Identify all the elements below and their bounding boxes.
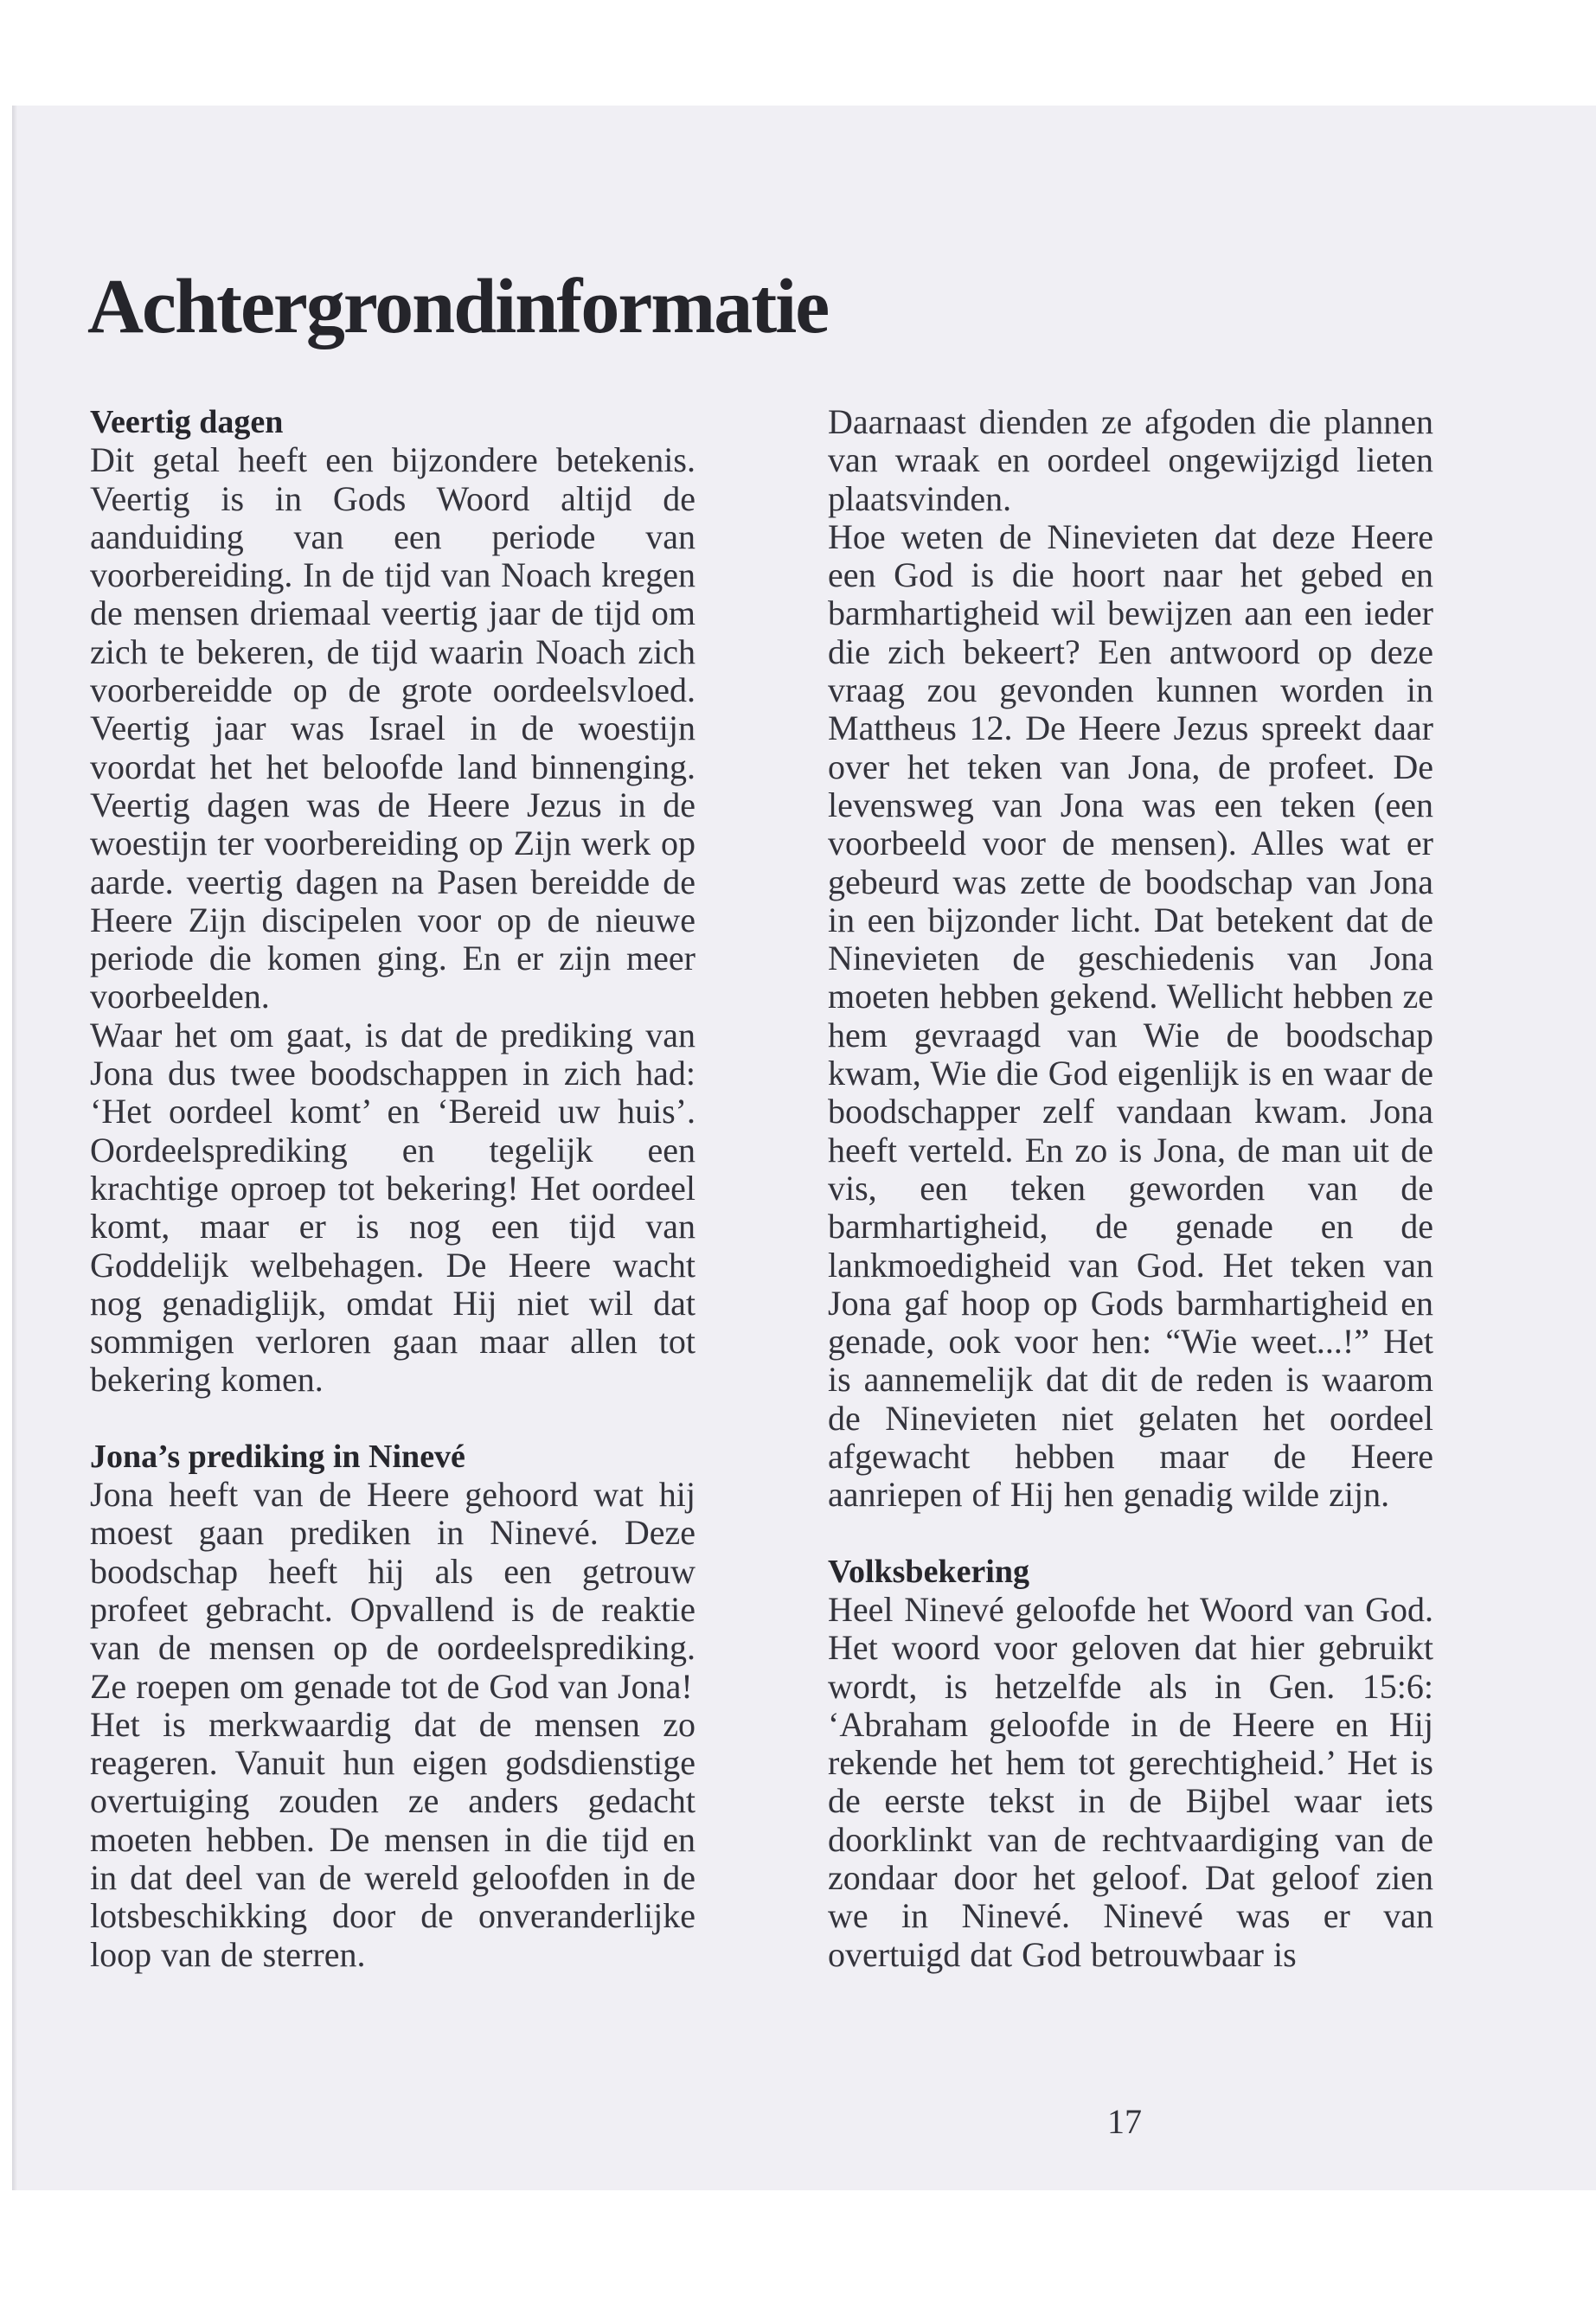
paragraph: Waar het om gaat, is dat de prediking van Jona dus twee boodschappen in zich had: ‘Het oordeel komt’ en ‘Bereid uw huis’. Oordeelsprediking en tegelijk een krachtige oproep tot bekering! Het oordeel komt, maar er is nog een tijd van Goddelijk welbehagen. De Heere wacht nog genadiglijk, omdat Hij niet wil dat sommigen verloren gaan maar allen tot bekering komen. xyxy=(90,1015,695,1400)
right-column xyxy=(828,403,1433,1974)
paragraph: Dit getal heeft een bijzondere betekenis. Veertig is in Gods Woord altijd de aanduiding van een periode van voorbereiding. In de tijd van Noach kregen de mensen driemaal veertig jaar de tijd om zich te bekeren, de tijd waarin Noach zich voorbereidde op de grote oordeelsvloed. Veertig jaar was Israel in de woestijn voordat het het beloofde land binnenging. Veertig dagen was de Heere Jezus in de woestijn ter voorbereiding op Zijn werk op aarde. veertig dagen na Pasen bereidde de Heere Zijn discipelen voor op de nieuwe periode die komen ging. En er zijn meer voorbeelden. xyxy=(90,440,695,1016)
section-title-veertig-dagen: Veertig dagen xyxy=(90,404,284,440)
section-title-volksbekering: Volksbekering xyxy=(828,1553,1029,1590)
paragraph: Jona heeft van de Heere gehoord wat hij moest gaan prediken in Ninevé. Deze boodschap heeft hij als een getrouw profeet gebracht. Opvallend is de reaktie van de mensen op de oordeelsprediking. Ze roepen om genade tot de God van Jona! xyxy=(90,1475,695,1706)
paragraph: Daarnaast dienden ze afgoden die plannen van wraak en oordeel ongewijzigd lieten plaatsvinden. xyxy=(828,402,1433,518)
paragraph: Heel Ninevé geloofde het Woord van God. Het woord voor geloven dat hier gebruikt wordt, is hetzelfde als in Gen. 15:6: ‘Abraham geloofde in de Heere en Hij rekende het hem tot gerechtigheid.’ Het is de eerste tekst in de Bijbel waar iets doorklinkt van de rechtvaardiging van de zondaar door het geloof. Dat geloof zien we in Ninevé. Ninevé was er van overtuigd dat God betrouwbaar is xyxy=(828,1589,1433,1974)
left-column xyxy=(90,403,695,1974)
page-title: Achtergrondinformatie xyxy=(87,264,829,349)
page-number: 17 xyxy=(1107,2102,1142,2141)
paragraph: Hoe weten de Ninevieten dat deze Heere een God is die hoort naar het gebed en barmhartigheid wil bewijzen aan een ieder die zich bekeert? Een antwoord op deze vraag zou gevonden kunnen worden in Mattheus 12. De Heere Jezus spreekt daar over het teken van Jona, de profeet. De levensweg van Jona was een teken (een voorbeeld voor de mensen). Alles wat er gebeurd was zette de boodschap van Jona in een bijzonder licht. Dat betekent dat de Ninevieten de geschiedenis van Jona moeten hebben gekend. Wellicht hebben ze hem gevraagd van Wie de boodschap kwam, Wie die God eigenlijk is en waar de boodschapper zelf vandaan kwam. Jona heeft verteld. En zo is Jona, de man uit de vis, een teken geworden van de barmhartigheid, de genade en de lankmoedigheid van God. Het teken van Jona gaf hoop op Gods barmhartigheid en genade, ook voor hen: “Wie weet...!” Het is aannemelijk dat dit de reden is waarom de Ninevieten niet gelaten het oordeel afgewacht hebben maar de Heere aanriepen of Hij hen genadig wilde zijn. xyxy=(828,516,1433,1515)
section-title-jonas-prediking: Jona’s prediking in Ninevé xyxy=(90,1438,465,1475)
paragraph: Het is merkwaardig dat de mensen zo reageren. Vanuit hun eigen godsdienstige overtuiging zouden ze anders gedacht moeten hebben. De mensen in die tijd en in dat deel van de wereld geloofden in de lotsbeschikking door de onveranderlijke loop van de sterren. xyxy=(90,1704,695,1974)
